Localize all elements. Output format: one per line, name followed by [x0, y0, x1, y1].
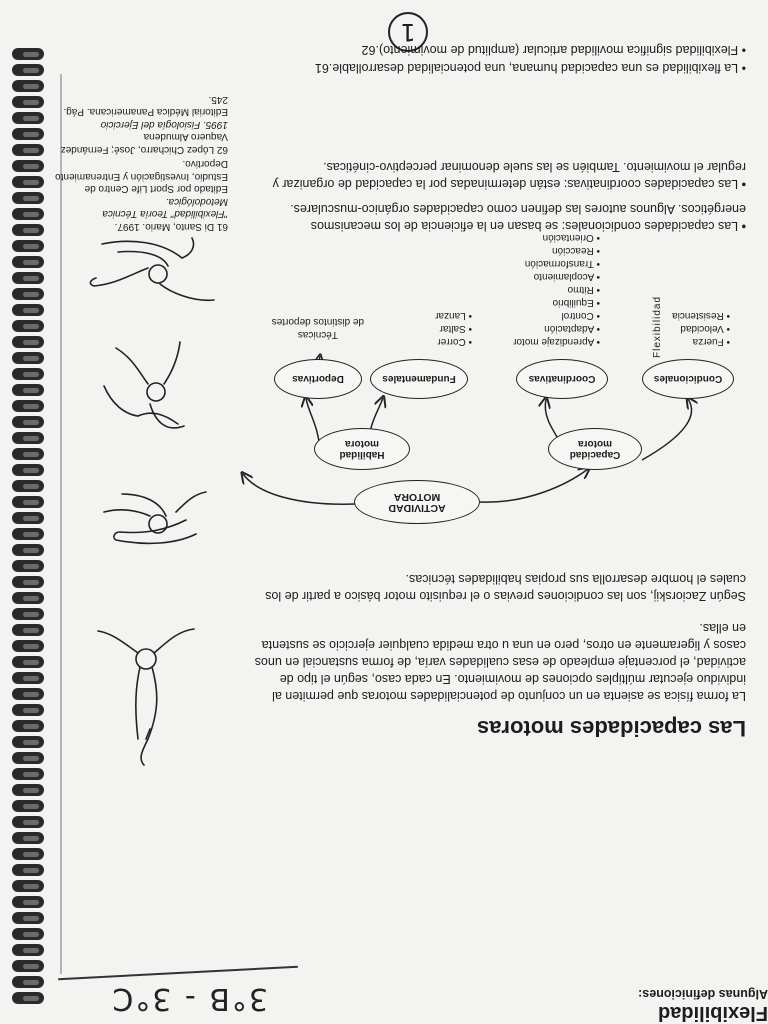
deportivas-note: Técnicas de distintos deportes [271, 316, 364, 340]
condicionales-paragraph: • Las capacidades condicionales: se basan en la eficiencia de los mecanismos energéticos. Algunos autores las definen como capacidades orgánico-musculares. [246, 200, 746, 234]
stretching-figure-4 [82, 224, 222, 314]
intro-paragraph: La forma física se asienta en un conjunto de potencialidades motoras que permiten al individuo ejecutar múltiples opciones de movimiento. En cada caso, según el tipo de actividad, el porcentaje empleado de esas cualidades varía, de forma sustancial en unos casos y ligeramente en otros, pero en una u otra medida cualquier ejercicio se sustenta en ellas. [254, 621, 746, 703]
coordinativas-list: • Aprendizaje motor • Adaptación • Control • Equilibrio • Ritmo • Acoplamiento • Transformación • Reacción • Orientación [513, 231, 600, 348]
node-habilidad-motora: Habilidad motora [314, 428, 410, 470]
condicionales-list: • Fuerza • Velocidad • Resistencia [672, 309, 730, 348]
zaciorskij-paragraph: Según Zaciorskij, son las condiciones previas o el requisito motor básico a partir de los cuales el hombre desarrolla sus propias habilidades técnicas. [265, 572, 746, 603]
coordinativas-paragraph: • Las capacidades coordinativas: están determinadas por la capacidad de organizar y regular el movimiento. También se las suele denominar perceptivo-cinéticas. [246, 158, 746, 192]
stretching-figure-2 [96, 474, 216, 564]
reference-notes: 61 Di Santo, Mario. 1997. "Flexibilidad" Teoría Técnica Metodológica. Editado por Sport Life Centro de Estudio, Investigación y Entrenamiento Deportivo. 62 López Chicharro, José; Fernández Vaquero Almudena 1995. Fisiología del Ejercicio Editorial Médica Panamericana. Pág. 245. [55, 94, 228, 232]
definitions-heading: Algunas definiciones: [638, 987, 768, 1001]
flexibilidad-title: Flexibilidad [657, 1002, 768, 1024]
node-coordinativas: Coordinativas [516, 359, 608, 399]
page-title: Las capacidades motoras [476, 716, 746, 741]
stretching-figure-3 [88, 334, 208, 444]
stretching-figure-1 [88, 619, 208, 769]
node-capacidad-motora: Capacidad motora [548, 428, 642, 470]
fundamentales-list: • Correr • Saltar • Lanzar [435, 309, 472, 348]
node-actividad-motora: ACTIVIDAD MOTORA [354, 480, 480, 524]
handwritten-group-label: 3°B - 3°C [110, 981, 268, 1016]
node-fundamentales: Fundamentales [370, 359, 468, 399]
definition-2: • Flexibilidad significa movilidad articular (amplitud de movimiento).62 [246, 42, 746, 58]
node-condicionales: Condicionales [642, 359, 734, 399]
node-deportivas: Deportivas [274, 359, 362, 399]
handwritten-page-number: 1 [388, 12, 428, 52]
flexibilidad-label: Flexibilidad [652, 295, 663, 358]
definition-1: • La flexibilidad es una capacidad humana, una potencialidad desarrollable.61 [246, 60, 746, 76]
